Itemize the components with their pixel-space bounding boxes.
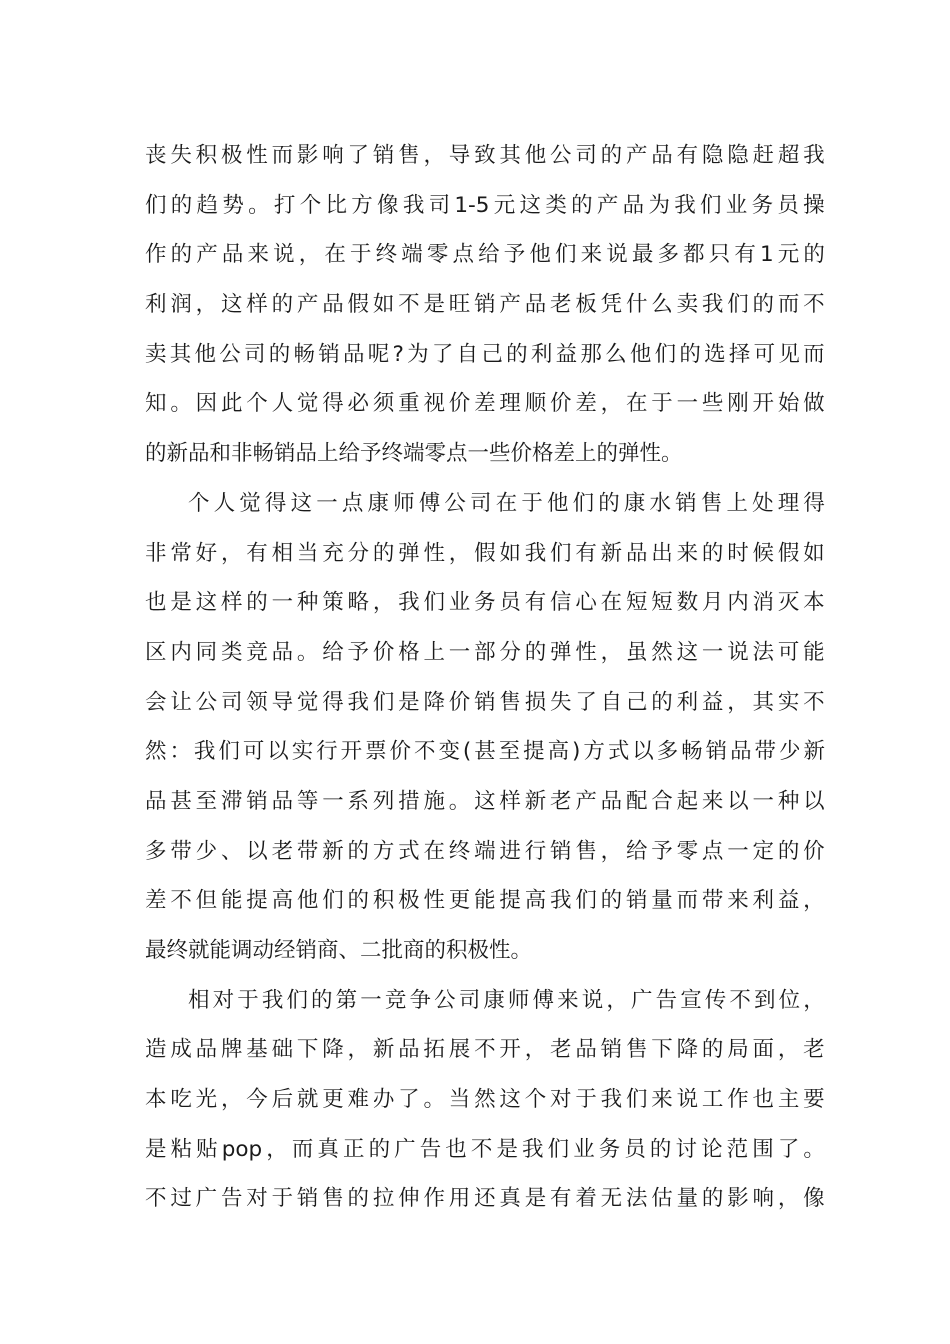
text-line: 的新品和非畅销品上给予终端零点一些价格差上的弹性。 — [145, 441, 683, 467]
text-line: 会 让 公 司 领 导 觉 得 我 们 是 降 价 销 售 损 失 了 自 己 的 利 益 ， 其 实 不 — [145, 689, 825, 715]
text-line: 相 对 于 我 们 的 第 一 竞 争 公 司 康 师 傅 来 说 ， 广 告 宣 传 不 到 位 ， — [188, 987, 825, 1013]
text-line: 不 过 广 告 对 于 销 售 的 拉 伸 作 用 还 真 是 有 着 无 法 估 量 的 影 响 ， 像 — [145, 1186, 825, 1212]
text-line: 们 的 趋 势 。 打 个 比 方 像 我 司 1-5 元 这 类 的 产 品 为 我 们 业 务 员 操 — [145, 192, 825, 218]
text-line: 品 甚 至 滞 销 品 等 一 系 列 措 施 。 这 样 新 老 产 品 配 合 起 来 以 一 种 以 — [145, 788, 825, 814]
document-body — [145, 131, 825, 1224]
text-line: 多 带 少 、 以 老 带 新 的 方 式 在 终 端 进 行 销 售 ， 给 予 零 点 一 定 的 价 — [145, 838, 825, 864]
text-line: 造 成 品 牌 基 础 下 降 ， 新 品 拓 展 不 开 ， 老 品 销 售 下 降 的 局 面 ， 老 — [145, 1037, 825, 1063]
text-line: 利 润 ， 这 样 的 产 品 假 如 不 是 旺 销 产 品 老 板 凭 什 么 卖 我 们 的 而 不 — [145, 292, 825, 318]
text-line: 也 是 这 样 的 一 种 策 略 ， 我 们 业 务 员 有 信 心 在 短 短 数 月 内 消 灭 本 — [145, 590, 825, 616]
text-line: 卖 其 他 公 司 的 畅 销 品 呢 ? 为 了 自 己 的 利 益 那 么 他 们 的 选 择 可 见 而 — [145, 341, 825, 367]
text-line: 本 吃 光 ， 今 后 就 更 难 办 了 。 当 然 这 个 对 于 我 们 来 说 工 作 也 主 要 — [145, 1087, 825, 1113]
text-line: 非 常 好 ， 有 相 当 充 分 的 弹 性 ， 假 如 我 们 有 新 品 出 来 的 时 候 假 如 — [145, 540, 825, 566]
text-line: 区 内 同 类 竞 品 。 给 予 价 格 上 一 部 分 的 弹 性 ， 虽 然 这 一 说 法 可 能 — [145, 639, 825, 665]
text-line: 是 粘 贴 pop ， 而 真 正 的 广 告 也 不 是 我 们 业 务 员 的 讨 论 范 围 了 。 — [145, 1136, 825, 1162]
text-line: 差 不 但 能 提 高 他 们 的 积 极 性 更 能 提 高 我 们 的 销 量 而 带 来 利 益 ， — [145, 888, 825, 914]
text-line: 个 人 觉 得 这 一 点 康 师 傅 公 司 在 于 他 们 的 康 水 销 售 上 处 理 得 — [188, 490, 825, 516]
text-line: 丧 失 积 极 性 而 影 响 了 销 售 ， 导 致 其 他 公 司 的 产 品 有 隐 隐 赶 超 我 — [145, 143, 825, 168]
text-line: 然 ： 我 们 可 以 实 行 开 票 价 不 变 ( 甚 至 提 高 ) 方 式 以 多 畅 销 品 带 少 新 — [145, 739, 825, 765]
text-line: 最终就能调动经销商、二批商的积极性。 — [145, 938, 533, 963]
text-line: 作 的 产 品 来 说 ， 在 于 终 端 零 点 给 予 他 们 来 说 最 多 都 只 有 1 元 的 — [145, 242, 825, 268]
text-line: 知 。 因 此 个 人 觉 得 必 须 重 视 价 差 理 顺 价 差 ， 在 于 一 些 刚 开 始 做 — [145, 391, 825, 417]
